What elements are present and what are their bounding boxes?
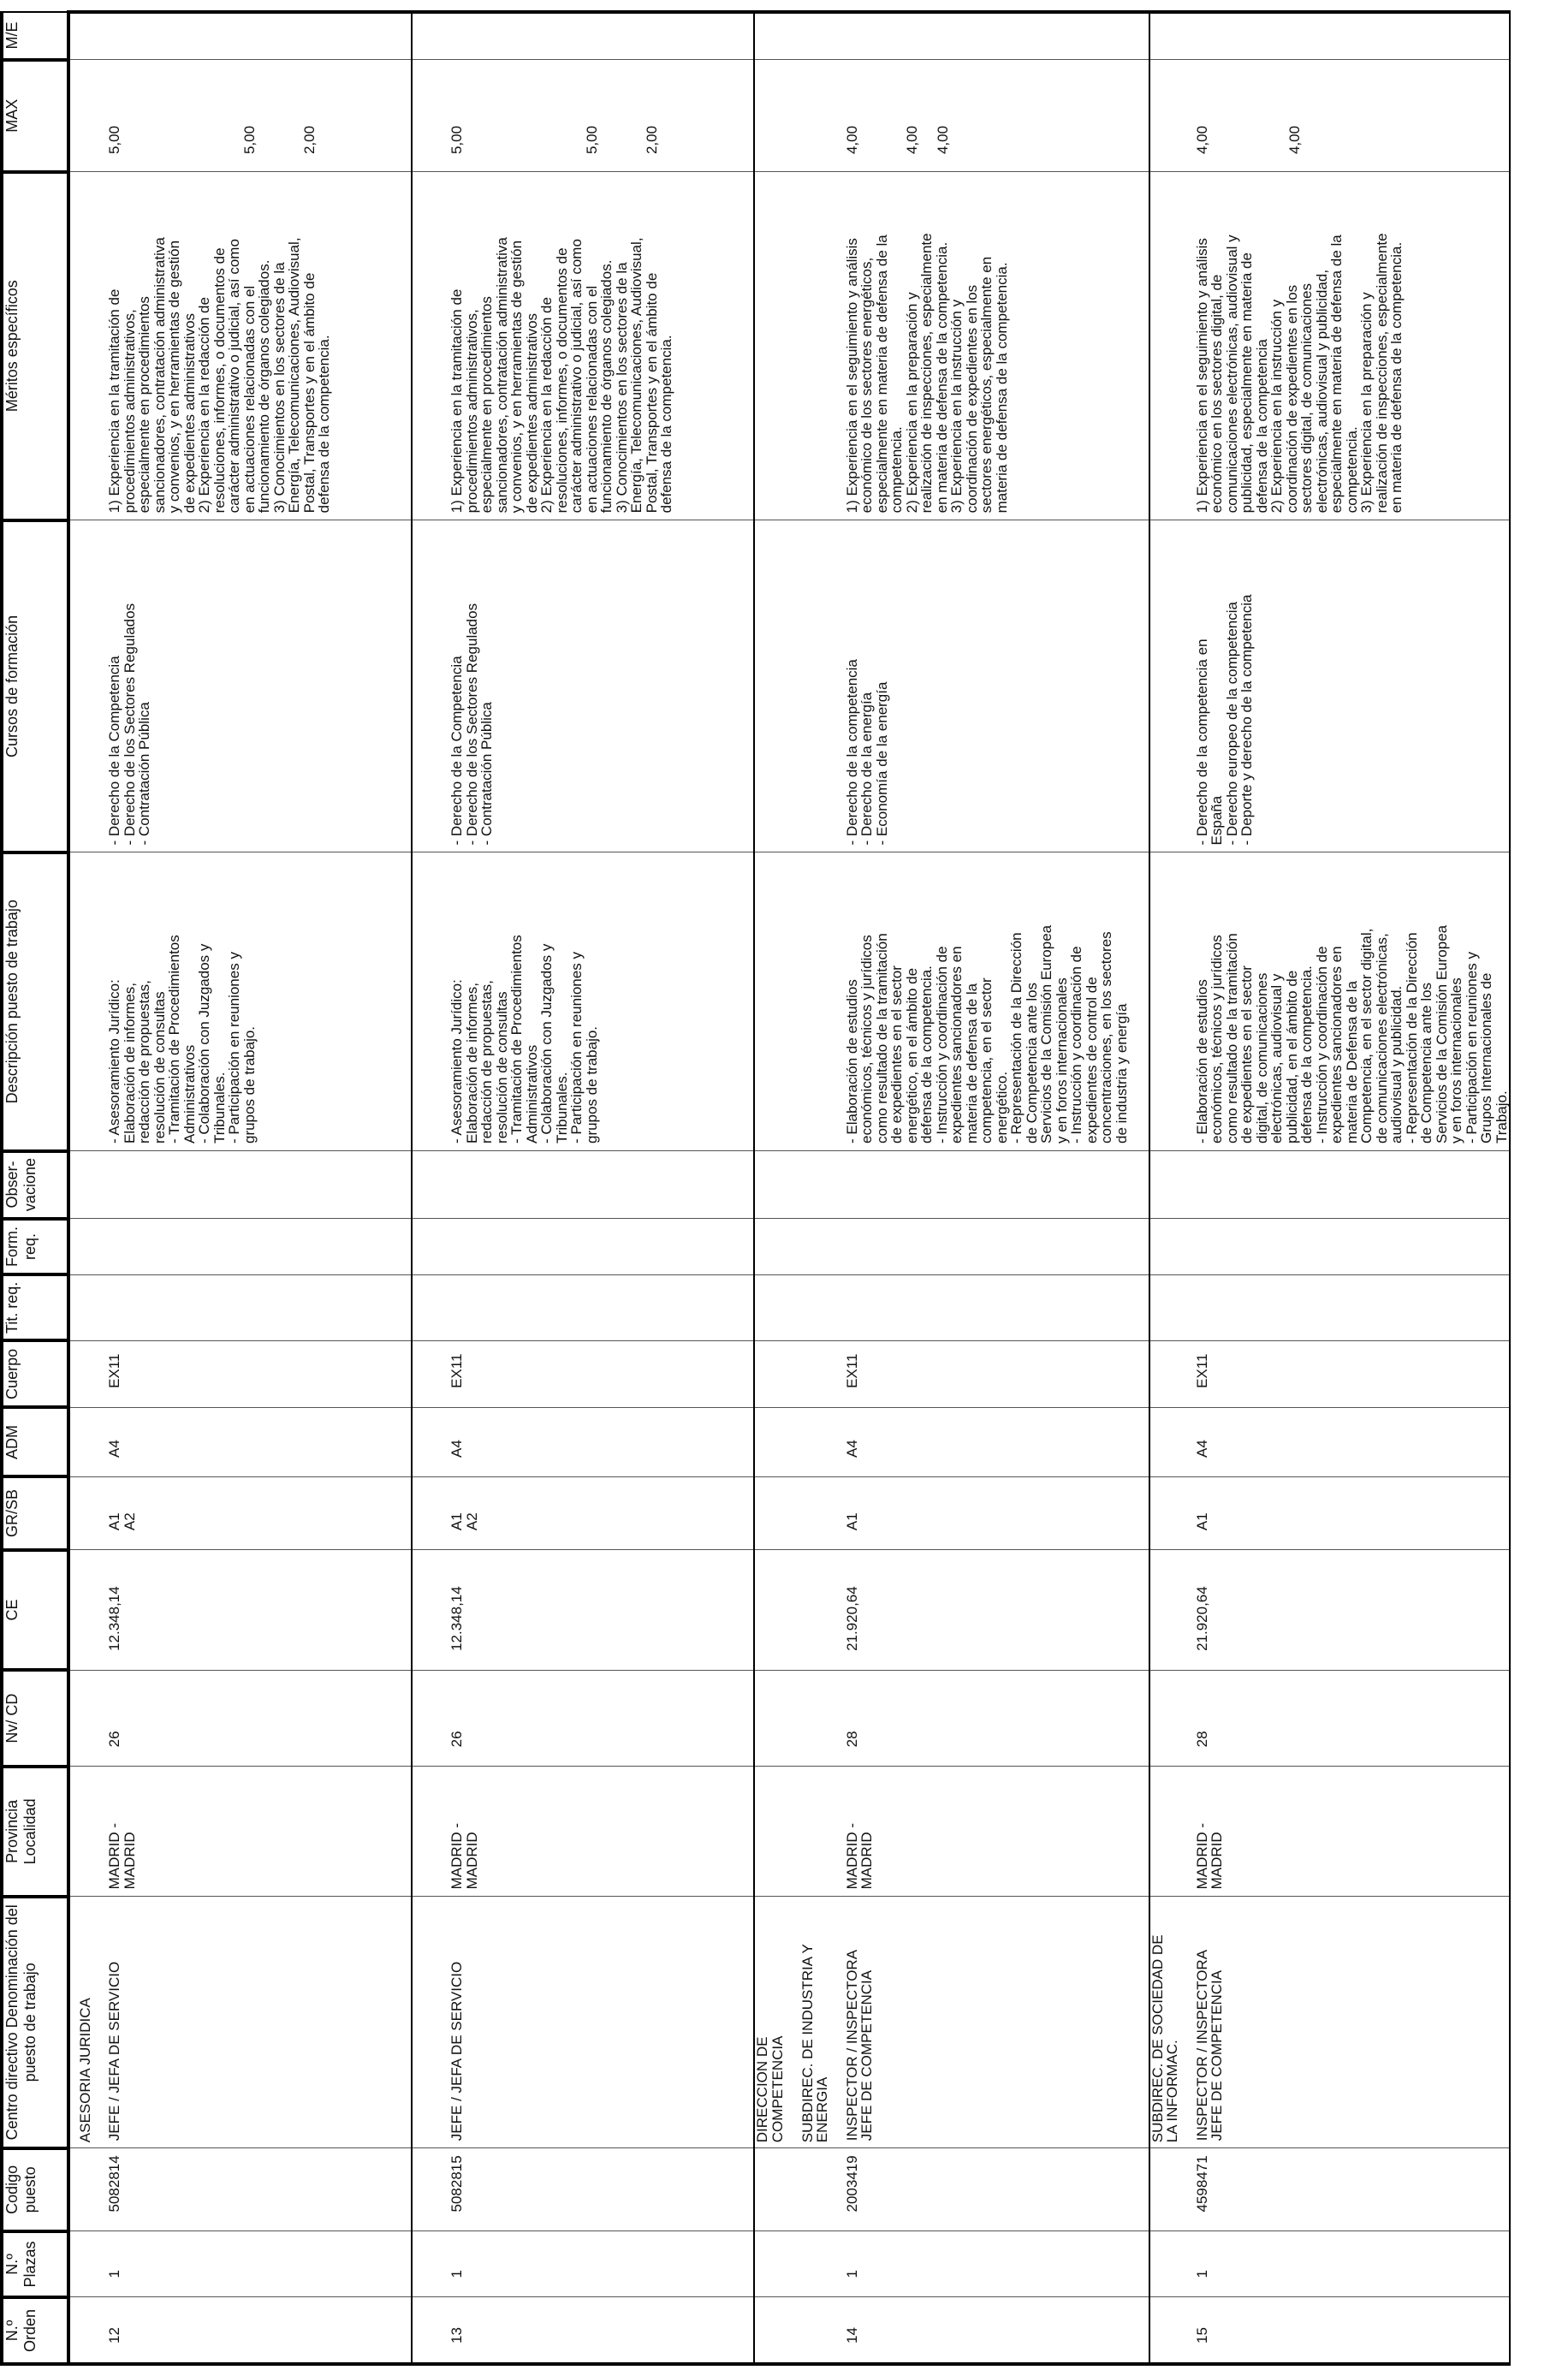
col-header-centro: Centro directivo Denominación del puesto de trabajo: [2, 1897, 68, 2148]
grupo-cell: A1: [831, 1476, 1149, 1549]
nivel-cell: 28: [831, 1670, 1149, 1766]
col-header-provincia: Provincia Localidad: [2, 1767, 68, 1897]
max-value: 4,00: [1286, 125, 1303, 155]
descripcion-cell: - Elaboración de estudios económicos, técnicos y jurídicos como resultado de la tramitación de expedientes en el sector energético, en el ámbito de defensa de la competencia. - Instrucción y coordinación de expedientes sancionadores en materia de defensa de la competencia, en el sector energético. - Representación de la Dirección de Competencia ante los Servicios de la Comisión Europea y en foros internacionales - Instrucción y coordinación de expedientes de control de concentraciones, en los sectores de industria y energía: [831, 852, 1149, 1151]
ce-cell: 12.348,14: [93, 1550, 412, 1671]
max-value: 4,00: [843, 125, 860, 155]
max-value: 5,00: [584, 125, 600, 155]
col-header-cuerpo: Cuerpo: [2, 1340, 68, 1407]
col-header-grupo: GR/SB: [2, 1476, 68, 1549]
formacion-cell: [831, 1219, 1149, 1275]
formacion-cell: [93, 1219, 412, 1275]
grupo-cell: A1 A2: [93, 1476, 412, 1549]
header-row: [2, 12, 68, 2364]
col-header-descripcion: Descripción puesto de trabajo: [2, 852, 68, 1151]
max-value: 2,00: [301, 125, 318, 155]
cursos-cell: - Derecho de la competencia - Derecho de la energía - Economía de la energía: [831, 520, 1149, 852]
orden-cell: 12: [93, 2297, 412, 2364]
section-label: DIRECCION DE COMPETENCIA SUBDIREC. DE INDUSTRIA Y ENERGIA: [754, 1897, 831, 2148]
col-header-me: M/E: [2, 12, 68, 60]
plazas-cell: 1: [93, 2231, 412, 2297]
adm-cell: A4: [831, 1407, 1149, 1476]
col-header-ce: CE: [2, 1550, 68, 1671]
meritos-cell: 1) Experiencia en la tramitación de procedimientos administrativos, especialmente en procedimientos sancionadores, contratación administrativa y convenios, y en herramientas de gestión de expedientes administrativos 2) Experiencia en la redacción de resoluciones, informes, o documentos de carácter administrativo o judicial, así como en actuaciones relacionadas con el funcionamiento de órganos colegiados. 3) Conocimientos en los sectores de la Energía, Telecomunicaciones, Audiovisual, Postal, Transportes y en el ámbito de defensa de la competencia.: [436, 172, 754, 520]
section-label: SUBDIREC. DE SOCIEDAD DE LA INFORMAC.: [1149, 1897, 1181, 2148]
orden-cell: 15: [1181, 2297, 1511, 2364]
titulacion-cell: [436, 1274, 754, 1340]
cursos-cell: - Derecho de la Competencia - Derecho de los Sectores Regulados - Contratación Pública: [93, 520, 412, 852]
col-header-titulacion: Tit. req.: [2, 1274, 68, 1340]
codigo-cell: 5082814: [93, 2148, 412, 2231]
meritos-cell: 1) Experiencia en el seguimiento y análisis económico de los sectores energéticos, especialmente en materia de defensa de la competencia. 2) Experiencia en la preparación y realización de inspecciones, especialmente en materia de defensa de la competencia. 3) Experiencia en la instrucción y coordinación de expedientes en los sectores energéticos, especialmente en materia de defensa de la competencia.: [831, 172, 1149, 520]
cuerpo-cell: EX11: [831, 1340, 1149, 1407]
grupo-cell: A1 A2: [436, 1476, 754, 1549]
table-row: [93, 12, 412, 2364]
codigo-cell: 5082815: [436, 2148, 754, 2231]
plazas-cell: 1: [831, 2231, 1149, 2297]
col-header-plazas: N.º Plazas: [2, 2231, 68, 2297]
adm-cell: A4: [436, 1407, 754, 1476]
orden-cell: 13: [436, 2297, 754, 2364]
plazas-cell: 1: [1181, 2231, 1511, 2297]
titulacion-cell: [831, 1274, 1149, 1340]
codigo-cell: 4598471: [1181, 2148, 1511, 2231]
cuerpo-cell: EX11: [1181, 1340, 1511, 1407]
max-value: 4,00: [934, 125, 951, 155]
denominacion-cell: JEFE / JEFA DE SERVICIO: [93, 1897, 412, 2148]
me-cell: [93, 12, 412, 60]
denominacion-cell: INSPECTOR / INSPECTORA JEFE DE COMPETENCIA: [1181, 1897, 1511, 2148]
section-label: ASESORIA JURIDICA: [68, 1897, 93, 2148]
titulacion-cell: [1181, 1274, 1511, 1340]
provincia-cell: MADRID - MADRID: [93, 1767, 412, 1897]
max-cell: [1181, 60, 1511, 172]
meritos-cell: 1) Experiencia en el seguimiento y análisis económico en los sectores digital, de comunicaciones electrónicas, audiovisual y publicidad, especialmente en materia de defensa de la competencia 2) Experiencia en la instrucción y coordinación de expedientes en los sectores digital, de comunicaciones electrónicas, audiovisual y publicidad, especialmente en materia de defensa de la competencia. 3) Experiencia en la preparación y realización de inspecciones, especialmente en materia de defensa de la competencia.: [1181, 172, 1511, 520]
formacion-cell: [436, 1219, 754, 1275]
max-cell: [93, 60, 412, 172]
col-header-formacion: Form. req.: [2, 1219, 68, 1275]
col-header-nivel: Nv/ CD: [2, 1670, 68, 1766]
max-value: 2,00: [644, 125, 660, 155]
plazas-cell: 1: [436, 2231, 754, 2297]
section-label: [412, 1897, 436, 2148]
positions-table: [0, 10, 1511, 2366]
nivel-cell: 28: [1181, 1670, 1511, 1766]
max-value: 4,00: [903, 125, 920, 155]
descripcion-cell: - Asesoramiento Jurídico: Elaboración de informes, redacción de propuestas, resolución de consultas - Tramitación de Procedimientos Administrativos - Colaboración con Juzgados y Tribunales. - Participación en reuniones y grupos de trabajo.: [93, 852, 412, 1151]
max-cell: [436, 60, 754, 172]
provincia-cell: MADRID - MADRID: [436, 1767, 754, 1897]
formacion-cell: [1181, 1219, 1511, 1275]
section-row: [754, 12, 831, 2364]
grupo-cell: A1: [1181, 1476, 1511, 1549]
meritos-cell: 1) Experiencia en la tramitación de procedimientos administrativos, especialmente en procedimientos sancionadores, contratación administrativa y convenios, y en herramientas de gestión de expedientes administrativos 2) Experiencia en la redacción de resoluciones, informes, o documentos de carácter administrativo o judicial, así como en actuaciones relacionadas con el funcionamiento de órganos colegiados. 3) Conocimientos en los sectores de la Energía, Telecomunicaciones, Audiovisual, Postal, Transportes y en el ámbito de defensa de la competencia.: [93, 172, 412, 520]
orden-cell: 14: [831, 2297, 1149, 2364]
cuerpo-cell: EX11: [436, 1340, 754, 1407]
descripcion-cell: - Asesoramiento Jurídico: Elaboración de informes, redacción de propuestas, resolución de consultas - Tramitación de Procedimientos Administrativos - Colaboración con Juzgados y Tribunales. - Participación en reuniones y grupos de trabajo.: [436, 852, 754, 1151]
me-cell: [436, 12, 754, 60]
col-header-adm: ADM: [2, 1407, 68, 1476]
denominacion-cell: JEFE / JEFA DE SERVICIO: [436, 1897, 754, 2148]
max-value: 5,00: [106, 125, 122, 155]
cuerpo-cell: EX11: [93, 1340, 412, 1407]
ce-cell: 12.348,14: [436, 1550, 754, 1671]
col-header-orden: N.º Orden: [2, 2297, 68, 2364]
denominacion-cell: INSPECTOR / INSPECTORA JEFE DE COMPETENCIA: [831, 1897, 1149, 2148]
max-cell: [831, 60, 1149, 172]
provincia-cell: MADRID - MADRID: [1181, 1767, 1511, 1897]
nivel-cell: 26: [436, 1670, 754, 1766]
adm-cell: A4: [93, 1407, 412, 1476]
max-value: 4,00: [1193, 125, 1210, 155]
col-header-meritos: Méritos específicos: [2, 172, 68, 520]
ce-cell: 21.920,64: [1181, 1550, 1511, 1671]
col-header-codigo: Codigo puesto: [2, 2148, 68, 2231]
section-row: [412, 12, 436, 2364]
descripcion-cell: - Elaboración de estudios económicos, técnicos y jurídicos como resultado de la tramitación de expedientes en el sector digital, de comunicaciones electrónicas, audiovisual y publicidad, en el ámbito de defensa de la competencia. - Instrucción y coordinación de expedientes sancionadores en materia de Defensa de la Competencia, en el sector digital, de comunicaciones electrónicas, audiovisual y publicidad. - Representación de la Dirección de Competencia ante los Servicios de la Comisión Europea y en foros internacionales - Participación en reuniones y Grupos Internacionales de Trabajo.: [1181, 852, 1511, 1151]
codigo-cell: 2003419: [831, 2148, 1149, 2231]
max-value: 5,00: [448, 125, 465, 155]
section-row: [1149, 12, 1181, 2364]
observaciones-cell: [436, 1151, 754, 1219]
adm-cell: A4: [1181, 1407, 1511, 1476]
table-row: [831, 12, 1149, 2364]
nivel-cell: 26: [93, 1670, 412, 1766]
col-header-max: MAX: [2, 60, 68, 172]
max-value: 5,00: [241, 125, 258, 155]
cursos-cell: - Derecho de la competencia en España - Derecho europeo de la competencia - Deporte y derecho de la competencia: [1181, 520, 1511, 852]
col-header-cursos: Cursos de formación: [2, 520, 68, 852]
observaciones-cell: [831, 1151, 1149, 1219]
provincia-cell: MADRID - MADRID: [831, 1767, 1149, 1897]
observaciones-cell: [1181, 1151, 1511, 1219]
col-header-observaciones: Obser- vacione: [2, 1151, 68, 1219]
table-row: [1181, 12, 1511, 2364]
me-cell: [1181, 12, 1511, 60]
me-cell: [831, 12, 1149, 60]
observaciones-cell: [93, 1151, 412, 1219]
cursos-cell: - Derecho de la Competencia - Derecho de los Sectores Regulados - Contratación Pública: [436, 520, 754, 852]
table-row: [436, 12, 754, 2364]
titulacion-cell: [93, 1274, 412, 1340]
ce-cell: 21.920,64: [831, 1550, 1149, 1671]
section-row: [68, 12, 93, 2364]
